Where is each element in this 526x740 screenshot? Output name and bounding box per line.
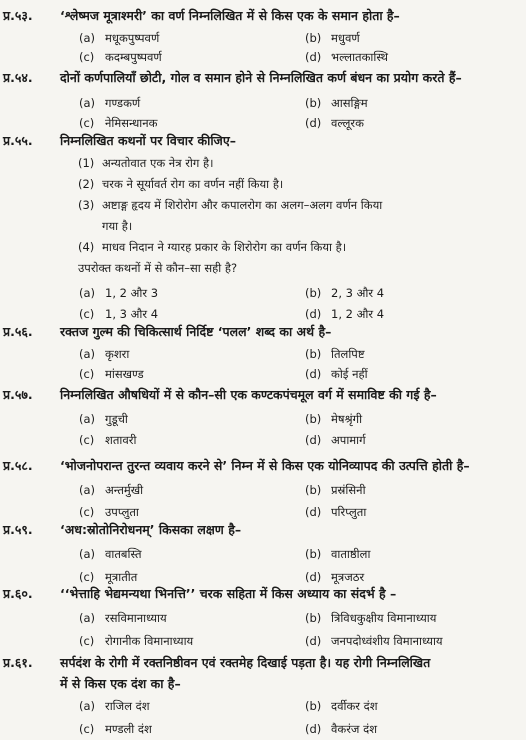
option-d[interactable]	[305, 431, 366, 449]
option-text: 2, 3 और 4	[331, 286, 385, 300]
option-d[interactable]	[305, 503, 366, 521]
option-b[interactable]	[305, 29, 360, 47]
option-text: 1, 3 और 4	[105, 307, 159, 321]
question-text: ‘श्लेष्मज मूत्राश्मरी’ का वर्ण निम्नलिखित में से किस एक के समान होता है–	[60, 8, 400, 23]
option-label: (b)	[305, 347, 322, 361]
question-number: प्र.५८.	[3, 458, 33, 473]
option-label: (b)	[305, 699, 322, 713]
option-d[interactable]	[305, 48, 388, 66]
option-label: (b)	[305, 412, 322, 426]
option-c[interactable]	[79, 503, 139, 521]
option-label: (b)	[305, 31, 322, 45]
option-label: (c)	[79, 634, 95, 648]
option-text: 1, 2 और 4	[331, 307, 385, 321]
question-text-continued: में से किस एक दंश का है–	[60, 676, 181, 691]
option-a[interactable]	[79, 697, 150, 715]
question-text: ‘अध:स्रोतोनिरोधनम्’ किसका लक्षण है–	[60, 522, 242, 537]
statement-label: (4)	[78, 240, 95, 254]
option-label: (a)	[79, 412, 96, 426]
option-label: (c)	[79, 570, 95, 584]
option-label: (c)	[79, 433, 95, 447]
option-label: (d)	[305, 307, 322, 321]
option-text: मूत्रजठर	[331, 570, 365, 584]
statement-text: माधव निदान ने ग्यारह प्रकार के शिरोरोग का वर्णन किया है।	[102, 240, 347, 254]
option-a[interactable]	[79, 545, 142, 563]
option-c[interactable]	[79, 48, 162, 66]
option-label: (c)	[79, 116, 95, 130]
option-a[interactable]	[79, 481, 143, 499]
option-a[interactable]	[79, 609, 167, 627]
statement-text: अष्टाङ्ग हृदय में शिरोरोग और कपालरोग का अलग–अलग वर्णन किया	[102, 198, 383, 212]
option-text: परिप्लुता	[331, 505, 367, 519]
option-a[interactable]	[79, 345, 129, 363]
option-label: (a)	[79, 96, 96, 110]
option-b[interactable]	[305, 94, 368, 112]
option-d[interactable]	[305, 305, 384, 323]
question-text: निम्नलिखित कथनों पर विचार कीजिए–	[60, 133, 236, 148]
option-d[interactable]	[305, 720, 377, 738]
question-number: प्र.५७.	[3, 387, 33, 402]
option-text: गुडूची	[105, 412, 128, 426]
option-text: त्रिविधकुक्षीय विमानाध्याय	[331, 611, 437, 625]
option-b[interactable]	[305, 609, 436, 627]
option-b[interactable]	[305, 545, 370, 563]
option-text: दर्वीकर दंश	[331, 699, 378, 713]
option-label: (c)	[79, 307, 95, 321]
statement-label: (3)	[78, 198, 95, 212]
option-text: तिलपिष्ट	[331, 347, 365, 361]
question-text: सर्पदंश के रोगी में रक्तनिष्ठीवन एवं रक्तमेह दिखाई पड़ता है। यह रोगी निम्नलिखित	[60, 655, 431, 670]
option-c[interactable]	[79, 431, 136, 449]
option-text: वाताष्ठीला	[331, 547, 371, 561]
option-text: नेमिसन्धानक	[105, 116, 158, 130]
question-number: प्र.५३.	[3, 8, 33, 23]
option-text: जनपदोध्वंशीय विमानाध्याय	[331, 634, 443, 648]
option-text: रोगानीक विमानाध्याय	[105, 634, 194, 648]
option-text: मण्डली दंश	[105, 722, 152, 736]
option-b[interactable]	[305, 284, 384, 302]
option-text: मेषश्रृंगी	[331, 412, 363, 426]
option-label: (d)	[305, 722, 322, 736]
option-label: (a)	[79, 347, 96, 361]
option-label: (c)	[79, 367, 95, 381]
option-label: (d)	[305, 634, 322, 648]
question-number: प्र.५५.	[3, 133, 33, 148]
option-label: (d)	[305, 367, 322, 381]
question-number: प्र.६०.	[3, 586, 33, 601]
option-label: (b)	[305, 611, 322, 625]
option-d[interactable]	[305, 632, 443, 650]
option-text: राजिल दंश	[105, 699, 150, 713]
option-text: मधुवर्ण	[331, 31, 360, 45]
statement	[78, 196, 382, 214]
question-number: प्र.५९.	[3, 522, 33, 537]
option-label: (d)	[305, 116, 322, 130]
option-text: मांसखण्ड	[105, 367, 144, 381]
option-text: गण्डकर्ण	[105, 96, 141, 110]
option-text: कृशरा	[105, 347, 130, 361]
option-b[interactable]	[305, 697, 378, 715]
question-text: रक्तज गुल्म की चिकित्सार्थ निर्दिष्ट ‘पलल’ शब्द का अर्थ है–	[60, 324, 332, 339]
question-text: दोनों कर्णपालियाँ छोटी, गोल व समान होने से निम्नलिखित कर्ण बंधन का प्रयोग करते हैं–	[60, 70, 462, 85]
option-text: मूत्रातीत	[105, 570, 138, 584]
option-label: (b)	[305, 96, 322, 110]
option-label: (a)	[79, 611, 96, 625]
option-text: वल्लूरक	[331, 116, 364, 130]
option-label: (d)	[305, 433, 322, 447]
option-c[interactable]	[79, 720, 152, 738]
statement	[78, 175, 283, 193]
statement	[102, 217, 132, 235]
statement-label: (1)	[78, 156, 95, 170]
option-b[interactable]	[305, 410, 362, 428]
option-label: (b)	[305, 286, 322, 300]
option-a[interactable]	[79, 410, 128, 428]
option-text: उपप्लुता	[105, 505, 139, 519]
option-text: रसविमानाध्याय	[105, 611, 167, 625]
question-number: प्र.५६.	[3, 324, 33, 339]
option-label: (a)	[79, 286, 96, 300]
option-text: वातबस्ति	[105, 547, 142, 561]
option-text: 1, 2 और 3	[105, 286, 159, 300]
option-c[interactable]	[79, 114, 157, 132]
option-label: (b)	[305, 547, 322, 561]
statement-label: (2)	[78, 177, 95, 191]
option-text: मधूकपुष्पवर्ण	[105, 31, 160, 45]
option-text: आसङ्गिम	[331, 96, 368, 110]
option-label: (a)	[79, 547, 96, 561]
statement	[78, 154, 213, 172]
option-b[interactable]	[305, 345, 365, 363]
question-text: निम्नलिखित औषधियों में से कौन–सी एक कण्टकपंचमूल वर्ग में समाविष्ट की गई है–	[60, 387, 437, 402]
option-label: (a)	[79, 483, 96, 497]
option-label: (b)	[305, 483, 322, 497]
option-a[interactable]	[79, 284, 158, 302]
option-text: वैकरंज दंश	[331, 722, 378, 736]
option-a[interactable]	[79, 94, 140, 112]
statement-text: उपरोक्त कथनों में से कौन–सा सही है?	[78, 261, 238, 275]
statement-text: अन्यतोवात एक नेत्र रोग है।	[102, 156, 214, 170]
option-c[interactable]	[79, 632, 193, 650]
option-label: (a)	[79, 699, 96, 713]
option-label: (d)	[305, 570, 322, 584]
statement-text: चरक ने सूर्यावर्त रोग का वर्णन नहीं किया है।	[102, 177, 284, 191]
option-d[interactable]	[305, 114, 364, 132]
option-label: (c)	[79, 50, 95, 64]
statement	[78, 238, 346, 256]
question-text: ‘‘भेत्ताहि भेद्यमन्यथा भिनत्ति’’ चरक सहिता में किस अध्याय का संदर्भ है –	[60, 586, 397, 601]
option-text: शतावरी	[105, 433, 137, 447]
option-text: प्रस्रंसिनी	[331, 483, 366, 497]
option-label: (d)	[305, 50, 322, 64]
option-label: (d)	[305, 505, 322, 519]
option-text: अन्तर्मुखी	[105, 483, 144, 497]
option-text: कोई नहीं	[331, 367, 368, 381]
statement	[78, 259, 237, 277]
option-label: (a)	[79, 31, 96, 45]
option-text: कदम्बपुष्पवर्ण	[105, 50, 162, 64]
option-c[interactable]	[79, 305, 158, 323]
question-text: ‘भोजनोपरान्त तुरन्त व्यवाय करने से’ निम्न में से किस एक योनिव्यापद की उत्पत्ति होती है–	[60, 458, 470, 473]
option-text: अपामार्ग	[331, 433, 366, 447]
option-d[interactable]	[305, 365, 368, 383]
question-number: प्र.५४.	[3, 70, 33, 85]
option-label: (c)	[79, 722, 95, 736]
option-a[interactable]	[79, 29, 159, 47]
statement-text: गया है।	[102, 219, 133, 233]
option-b[interactable]	[305, 481, 366, 499]
option-c[interactable]	[79, 365, 144, 383]
question-number: प्र.६१.	[3, 655, 33, 670]
option-label: (c)	[79, 505, 95, 519]
option-text: भल्लातकास्थि	[331, 50, 388, 64]
